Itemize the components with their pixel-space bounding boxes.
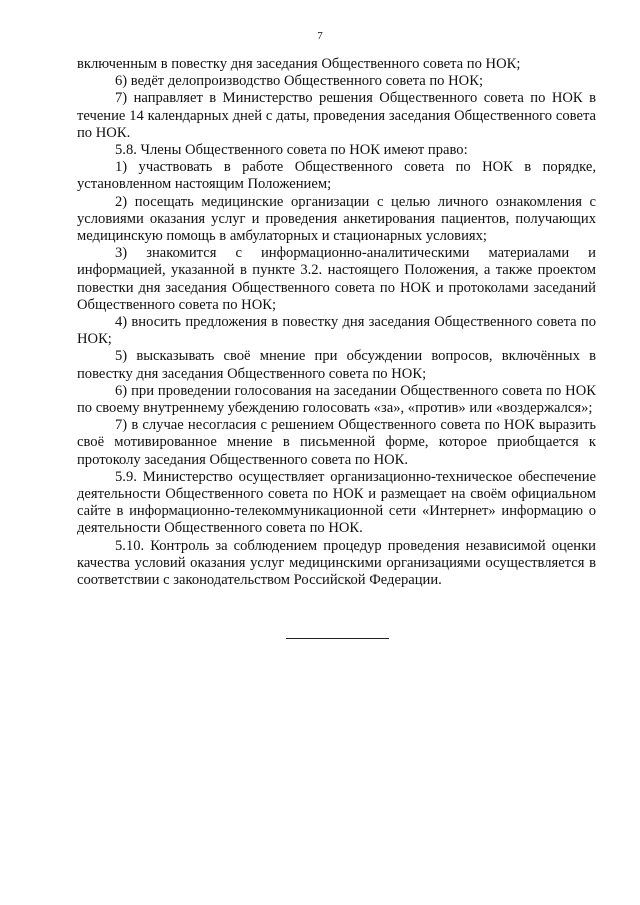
page-number: 7	[317, 30, 323, 42]
paragraph-5-9: 5.9. Министерство осуществляет организационно-техническое обеспечение деятельности Общественного совета по НОК и размещает на своём официальном сайте в информационно-телекоммуникационной сети «Интернет» информацию о деятельности Общественного совета по НОК.	[77, 468, 596, 537]
paragraph-right-1: 1) участвовать в работе Общественного совета по НОК в порядке, установленном настоящим Положением;	[77, 159, 596, 193]
paragraph-item-6-records: 6) ведёт делопроизводство Общественного совета по НОК;	[115, 73, 483, 90]
paragraph-5-10: 5.10. Контроль за соблюдением процедур проведения независимой оценки качества условий оказания услуг медицинскими организациями осуществляется в соответствии с законодательством Российской Федерации.	[77, 537, 596, 589]
paragraph-right-6: 6) при проведении голосования на заседании Общественного совета по НОК по своему внутреннему убеждению голосовать «за», «против» или «воздержался»;	[77, 382, 596, 417]
paragraph-right-2: 2) посещать медицинские организации с целью личного ознакомления с условиями оказания услуг и проведения анкетирования пациентов, получающих медицинскую помощь в амбулаторных и стационарных условиях;	[77, 193, 596, 245]
paragraph-continuation: включенным в повестку дня заседания Общественного совета по НОК;	[77, 56, 521, 72]
paragraph-right-7: 7) в случае несогласия с решением Общественного совета по НОК выразить своё мотивированное мнение в письменной форме, которое приобщается к протоколу заседания Общественного совета по НОК.	[77, 417, 596, 468]
paragraph-item-7-decisions: 7) направляет в Министерство решения Общественного совета по НОК в течение 14 календарных дней с даты, проведения заседания Общественного совета по НОК.	[77, 90, 596, 141]
paragraph-right-4: 4) вносить предложения в повестку дня заседания Общественного совета по НОК;	[77, 314, 596, 348]
paragraph-right-3: 3) знакомится с информационно-аналитическими материалами и информацией, указанной в пункте 3.2. настоящего Положения, а также проектом повестки дня заседания Общественного совета по НОК и протоколами заседаний Общественного совета по НОК;	[77, 245, 596, 313]
paragraph-5-8-heading: 5.8. Члены Общественного совета по НОК имеют право:	[115, 142, 468, 159]
document-body	[77, 56, 596, 589]
paragraph-right-5: 5) высказывать своё мнение при обсуждении вопросов, включённых в повестку дня заседания Общественного совета по НОК;	[77, 348, 596, 382]
end-divider	[286, 638, 389, 639]
